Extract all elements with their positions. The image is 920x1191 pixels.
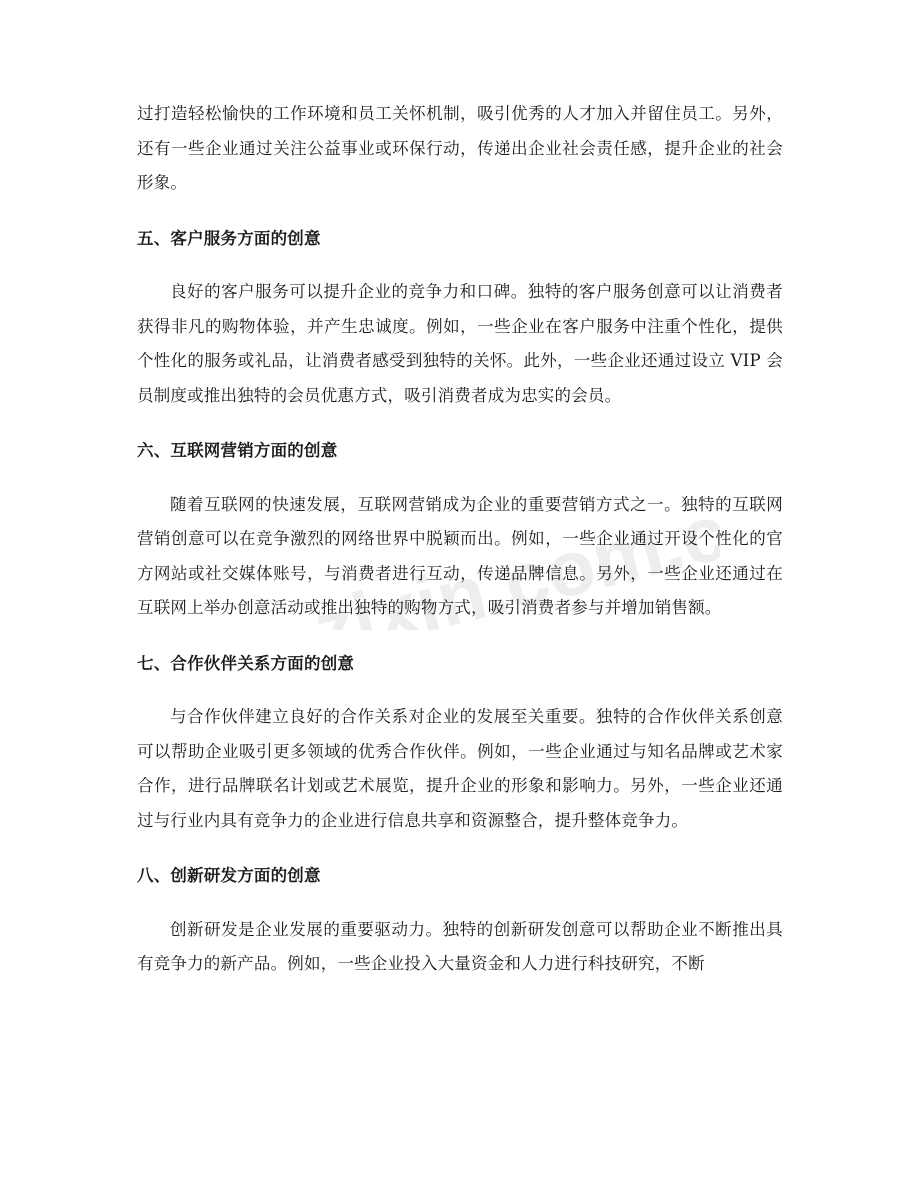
section-body-7: 与合作伙伴建立良好的合作关系对企业的发展至关重要。独特的合作伙伴关系创意可以帮助企业吸引更多领域的优秀合作伙伴。例如，一些企业通过与知名品牌或艺术家合作，进行品牌联名计划或艺术展览，提升企业的形象和影响力。另外，一些企业还通过与行业内具有竞争力的企业进行信息共享和资源整合，提升整体竞争力。: [137, 707, 783, 830]
intro-paragraph: 过打造轻松愉快的工作环境和员工关怀机制，吸引优秀的人才加入并留住员工。另外，还有一些企业通过关注公益事业或环保行动，传递出企业社会责任感，提升企业的社会形象。: [137, 104, 783, 192]
section-body-6: 随着互联网的快速发展，互联网营销成为企业的重要营销方式之一。独特的互联网营销创意可以在竞争激烈的网络世界中脱颖而出。例如，一些企业通过开设个性化的官方网站或社交媒体账号，与消费者进行互动，传递品牌信息。另外，一些企业还通过在互联网上举办创意活动或推出独特的购物方式，吸引消费者参与并增加销售额。: [137, 494, 783, 617]
section-heading-6: 六、互联网营销方面的创意: [137, 441, 338, 460]
section-body-5: 良好的客户服务可以提升企业的竞争力和口碑。独特的客户服务创意可以让消费者获得非凡的购物体验，并产生忠诚度。例如，一些企业在客户服务中注重个性化，提供个性化的服务或礼品，让消费者感受到独特的关怀。此外，一些企业还通过设立 VIP 会员制度或推出独特的会员优惠方式，吸引消费者成为忠实的会员。: [137, 282, 783, 405]
section-heading-7: 七、合作伙伴关系方面的创意: [137, 653, 355, 673]
watermark-text: zixin.com.cn: [305, 520, 720, 630]
section-body-8: 创新研发是企业发展的重要驱动力。独特的创新研发创意可以帮助企业不断推出具有竞争力的新产品。例如，一些企业投入大量资金和人力进行科技研究，不断: [137, 919, 783, 973]
section-heading-8: 八、创新研发方面的创意: [137, 866, 321, 885]
document-content: [137, 97, 783, 982]
section-heading-5: 五、客户服务方面的创意: [137, 228, 321, 248]
